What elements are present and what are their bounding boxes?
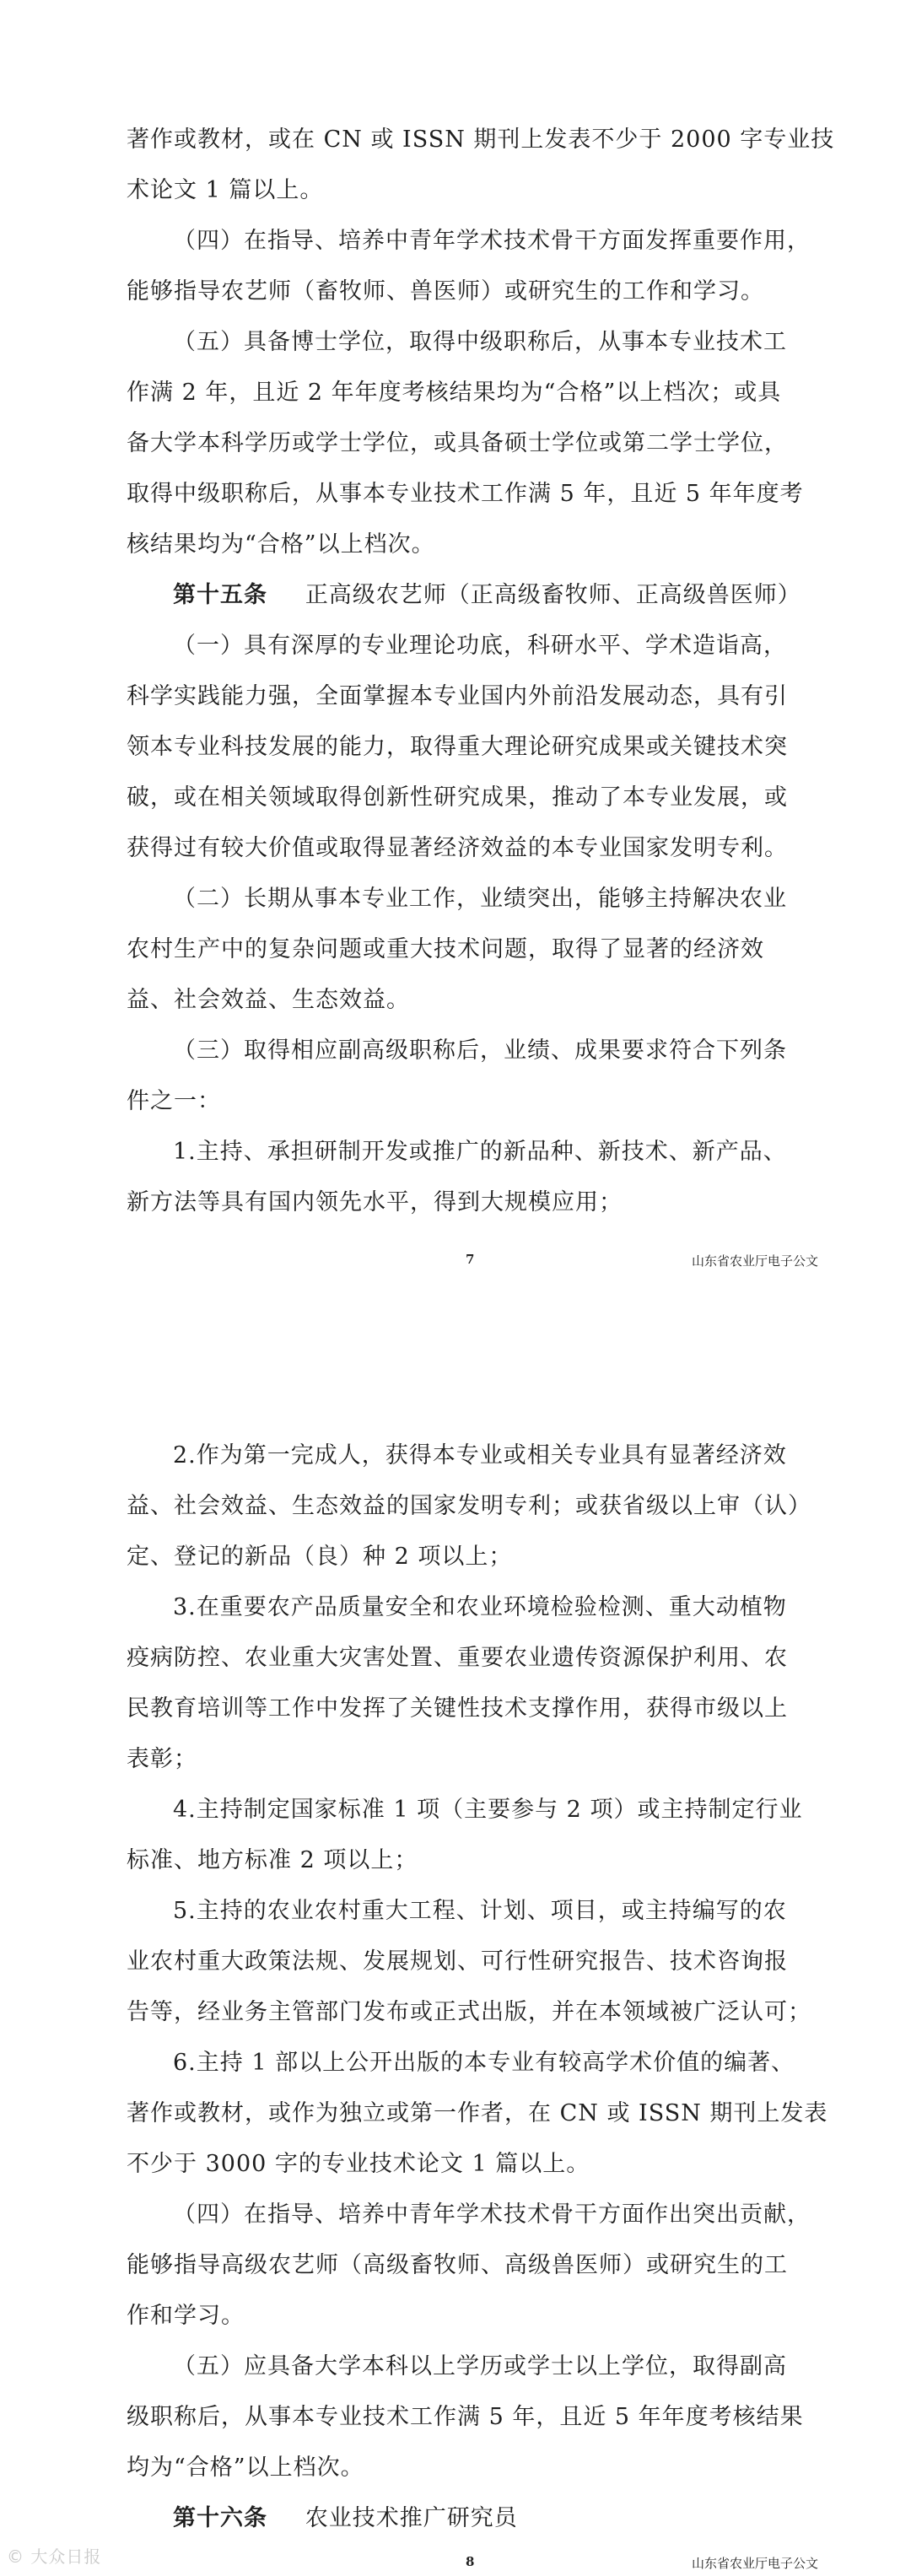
text-line: （五）应具备大学本科以上学历或学士以上学位，取得副高 bbox=[173, 2353, 787, 2379]
text-line: 获得过有较大价值或取得显著经济效益的本专业国家发明专利。 bbox=[127, 835, 788, 861]
article-number: 第十六条 bbox=[173, 2505, 267, 2531]
text-line: 5.主持的农业农村重大工程、计划、项目，或主持编写的农 bbox=[173, 1898, 787, 1924]
text-line: 标准、地方标准 2 项以上； bbox=[127, 1847, 418, 1873]
text-line: 业农村重大政策法规、发展规划、可行性研究报告、技术咨询报 bbox=[127, 1948, 788, 1975]
text-line: 术论文 1 篇以上。 bbox=[127, 177, 324, 203]
text-line: 作满 2 年，且近 2 年年度考核结果均为“合格”以上档次；或具 bbox=[127, 380, 782, 406]
text-line: 3.在重要农产品质量安全和农业环境检验检测、重大动植物 bbox=[173, 1594, 787, 1620]
text-line: 2.作为第一完成人，获得本专业或相关专业具有显著经济效 bbox=[173, 1442, 787, 1469]
text-line: 4.主持制定国家标准 1 项（主要参与 2 项）或主持制定行业 bbox=[173, 1797, 803, 1823]
watermark: © 大众日报 bbox=[7, 2546, 102, 2567]
text-line: （四）在指导、培养中青年学术技术骨干方面作出突出贡献， bbox=[173, 2201, 811, 2228]
text-line: 民教育培训等工作中发挥了关键性技术支撑作用，获得市级以上 bbox=[127, 1695, 788, 1722]
text-line: 农村生产中的复杂问题或重大技术问题，取得了显著的经济效 bbox=[127, 936, 764, 962]
text-line: 著作或教材，或在 CN 或 ISSN 期刊上发表不少于 2000 字专业技 bbox=[127, 127, 835, 153]
text-line: 著作或教材，或作为独立或第一作者，在 CN 或 ISSN 期刊上发表 bbox=[127, 2100, 828, 2126]
text-line: （三）取得相应副高级职称后，业绩、成果要求符合下列条 bbox=[173, 1037, 787, 1064]
article-number: 第十五条 bbox=[173, 582, 267, 608]
footer-organization: 山东省农业厅电子公文 bbox=[692, 1253, 819, 1269]
document-page-8 bbox=[0, 1350, 911, 2576]
text-line: （二）长期从事本专业工作，业绩突出，能够主持解决农业 bbox=[173, 886, 787, 912]
text-line: （五）具备博士学位，取得中级职称后，从事本专业技术工 bbox=[173, 329, 787, 355]
text-line: 科学实践能力强，全面掌握本专业国内外前沿发展动态，具有引 bbox=[127, 683, 788, 709]
document-page-7 bbox=[0, 0, 911, 1274]
text-line: 领本专业科技发展的能力，取得重大理论研究成果或关键技术突 bbox=[127, 734, 788, 760]
text-line: （四）在指导、培养中青年学术技术骨干方面发挥重要作用， bbox=[173, 228, 811, 254]
text-line: 均为“合格”以上档次。 bbox=[127, 2455, 364, 2481]
text-line: 不少于 3000 字的专业技术论文 1 篇以上。 bbox=[127, 2151, 590, 2177]
text-line: 益、社会效益、生态效益的国家发明专利；或获省级以上审（认） bbox=[127, 1493, 811, 1519]
article-title: 正高级农艺师（正高级畜牧师、正高级兽医师） bbox=[305, 582, 801, 608]
text-line: 核结果均为“合格”以上档次。 bbox=[127, 531, 435, 558]
article-heading bbox=[173, 584, 801, 606]
text-line: 取得中级职称后，从事本专业技术工作满 5 年，且近 5 年年度考 bbox=[127, 481, 804, 507]
text-line: （一）具有深厚的专业理论功底，科研水平、学术造诣高， bbox=[173, 633, 787, 659]
page-number: 7 bbox=[466, 1252, 475, 1267]
text-line: 6.主持 1 部以上公开出版的本专业有较高学术价值的编著、 bbox=[173, 2050, 795, 2076]
text-line: 备大学本科学历或学士学位，或具备硕士学位或第二学士学位， bbox=[127, 430, 788, 456]
page-number: 8 bbox=[466, 2554, 475, 2569]
text-line: 能够指导农艺师（畜牧师、兽医师）或研究生的工作和学习。 bbox=[127, 278, 764, 304]
article-heading bbox=[173, 2507, 518, 2530]
text-line: 定、登记的新品（良）种 2 项以上； bbox=[127, 1544, 513, 1570]
text-line: 破，或在相关领域取得创新性研究成果，推动了本专业发展，或 bbox=[127, 784, 788, 811]
footer-organization: 山东省农业厅电子公文 bbox=[692, 2556, 819, 2571]
text-line: 告等，经业务主管部门发布或正式出版，并在本领域被广泛认可； bbox=[127, 1999, 811, 2025]
article-title: 农业技术推广研究员 bbox=[305, 2505, 518, 2531]
text-line: 级职称后，从事本专业技术工作满 5 年，且近 5 年年度考核结果 bbox=[127, 2404, 804, 2430]
text-line: 1.主持、承担研制开发或推广的新品种、新技术、新产品、 bbox=[173, 1139, 787, 1165]
text-line: 作和学习。 bbox=[127, 2303, 245, 2329]
text-line: 件之一： bbox=[127, 1088, 221, 1114]
text-line: 新方法等具有国内领先水平，得到大规模应用； bbox=[127, 1189, 623, 1215]
text-line: 表彰； bbox=[127, 1746, 197, 1772]
text-line: 益、社会效益、生态效益。 bbox=[127, 987, 410, 1013]
text-line: 疫病防控、农业重大灾害处置、重要农业遗传资源保护利用、农 bbox=[127, 1645, 788, 1671]
text-line: 能够指导高级农艺师（高级畜牧师、高级兽医师）或研究生的工 bbox=[127, 2252, 788, 2278]
